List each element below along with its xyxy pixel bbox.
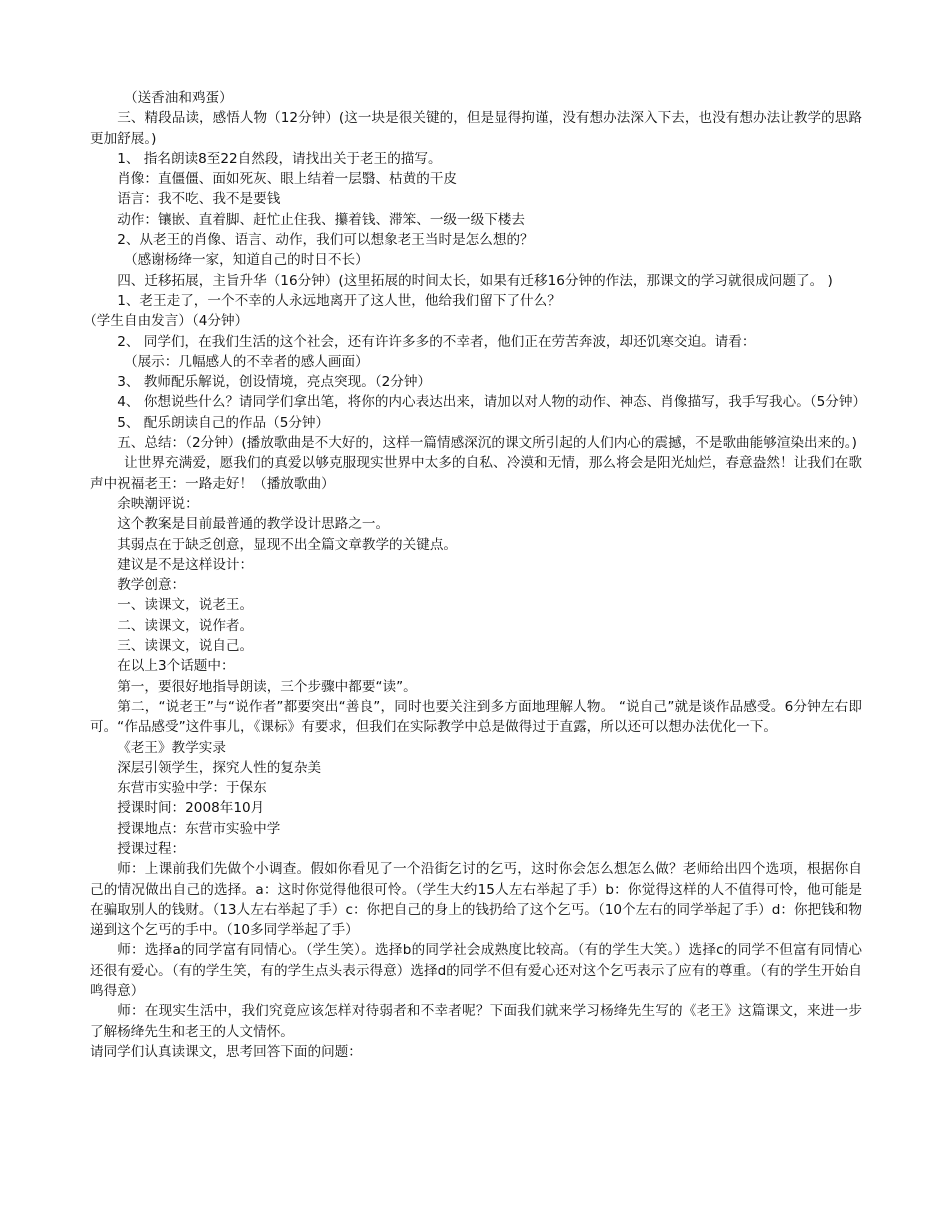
lesson-title: 《老王》教学实录 — [117, 739, 226, 756]
section-heading: 四、迁移拓展，主旨升华（16分钟）(这里拓展的时间太长，如果有迁移16分钟的作法，那课文的学习就很成问题了。 ) — [117, 272, 833, 289]
document-body — [83, 88, 867, 1062]
paragraph: 其弱点在于缺乏创意，显现不出全篇文章教学的关键点。 — [117, 536, 458, 553]
paragraph: 让世界充满爱，愿我们的真爱以够克服现实世界中太多的自私、冷漠和无情，那么将会是阳光灿烂，春意盎然！让我们在歌声中祝福老王：一路走好！（播放歌曲） — [90, 455, 862, 492]
section-heading: 五、总结：（2分钟）(播放歌曲是不大好的，这样一篇情感深沉的课文所引起的人们内心的震撼，不是歌曲能够渲染出来的。) — [117, 435, 857, 452]
paragraph: （送香油和鸡蛋） — [124, 90, 233, 106]
section-heading: 三、精段品读，感悟人物（12分钟）(这一块是很关键的，但是显得拘谨，没有想办法深入下去，也没有想办法让教学的思路更加舒展。) — [90, 110, 862, 147]
paragraph: 东营市实验中学：于保东 — [117, 780, 267, 797]
paragraph: 动作：镶嵌、直着脚、赶忙止住我、攥着钱、滞笨、一级一级下楼去 — [117, 211, 525, 228]
paragraph: 语言：我不吃、我不是要钱 — [117, 191, 281, 208]
paragraph: 1、 指名朗读8至22自然段，请找出关于老王的描写。 — [117, 150, 442, 167]
paragraph: 师：选择a的同学富有同情心。（学生笑）。选择b的同学社会成熟度比较高。（有的学生大笑。）选择c的同学不但富有同情心还很有爱心。（有的学生笑，有的学生点头表示得意）选择d的同学不但有爱心还对这个乞丐表示了应有的尊重。（有的学生开始自鸣得意） — [90, 942, 862, 1000]
paragraph: 2、 同学们，在我们生活的这个社会，还有许许多多的不幸者，他们正在劳苦奔波，却还饥寒交迫。请看： — [117, 333, 756, 350]
paragraph: 1、老王走了，一个不幸的人永远地离开了这人世，他给我们留下了什么？ — [117, 292, 561, 309]
paragraph: 这个教案是目前最普通的教学设计思路之一。 — [117, 516, 390, 533]
paragraph: 第一，要很好地指导朗读，三个步骤中都要“读”。 — [117, 678, 417, 695]
paragraph: （感谢杨绛一家，知道自己的时日不长） — [124, 252, 369, 269]
lesson-subtitle: 深层引领学生，探究人性的复杂美 — [117, 759, 322, 776]
paragraph: 师：上课前我们先做个小调查。假如你看见了一个沿街乞讨的乞丐，这时你会怎么想怎么做？老师给出四个选项，根据你自己的情况做出自己的选择。a：这时你觉得他很可怜。（学生大约15人左右举起了手）b：你觉得这样的人不值得可怜，他可能是在骗取别人的钱财。（13人左右举起了手）c：你把自己的身上的钱扔给了这个乞丐。（10个左右的同学举起了手）d：你把钱和物递到这个乞丐的手中。（10多同学举起了手） — [90, 861, 862, 939]
paragraph: 授课时间：2008年10月 — [117, 800, 265, 817]
paragraph: 教学创意： — [117, 577, 186, 594]
paragraph: 肖像：直僵僵、面如死灰、眼上结着一层翳、枯黄的干皮 — [117, 171, 458, 188]
paragraph: 请同学们认真读课文，思考回答下面的问题： — [90, 1043, 362, 1060]
paragraph: 一、读课文，说老王。 — [117, 597, 254, 614]
paragraph: （学生自由发言）（4分钟） — [83, 313, 249, 330]
paragraph: 二、读课文，说作者。 — [117, 617, 254, 634]
paragraph: 三、读课文，说自己。 — [117, 638, 254, 655]
paragraph: 余映潮评说： — [117, 495, 199, 512]
paragraph: 第二，“说老王”与“说作者”都要突出“善良”，同时也要关注到多方面地理解人物。 “说自己”就是谈作品感受。6分钟左右即可。“作品感受”这件事儿，《课标》有要求，但我们在实际教学中总是做得过于直露，所以还可以想办法优化一下。 — [90, 698, 862, 736]
paragraph: 师：在现实生活中，我们究竟应该怎样对待弱者和不幸者呢？下面我们就来学习杨绛先生写的《老王》这篇课文，来进一步了解杨绛先生和老王的人文情怀。 — [90, 1003, 862, 1040]
paragraph: 授课地点：东营市实验中学 — [117, 820, 281, 837]
paragraph: （展示：几幅感人的不幸者的感人画面） — [124, 353, 369, 370]
paragraph: 3、 教师配乐解说，创设情境，亮点突现。（2分钟） — [117, 374, 432, 391]
paragraph: 在以上3个话题中： — [117, 658, 235, 675]
paragraph: 5、 配乐朗读自己的作品（5分钟） — [117, 414, 330, 431]
paragraph: 2、从老王的肖像、语言、动作，我们可以想象老王当时是怎么想的？ — [117, 232, 534, 249]
paragraph: 4、 你想说些什么？请同学们拿出笔，将你的内心表达出来，请加以对人物的动作、神态、肖像描写，我手写我心。（5分钟） — [117, 394, 867, 411]
paragraph: 授课过程： — [117, 840, 186, 857]
paragraph: 建议是不是这样设计： — [117, 556, 254, 573]
